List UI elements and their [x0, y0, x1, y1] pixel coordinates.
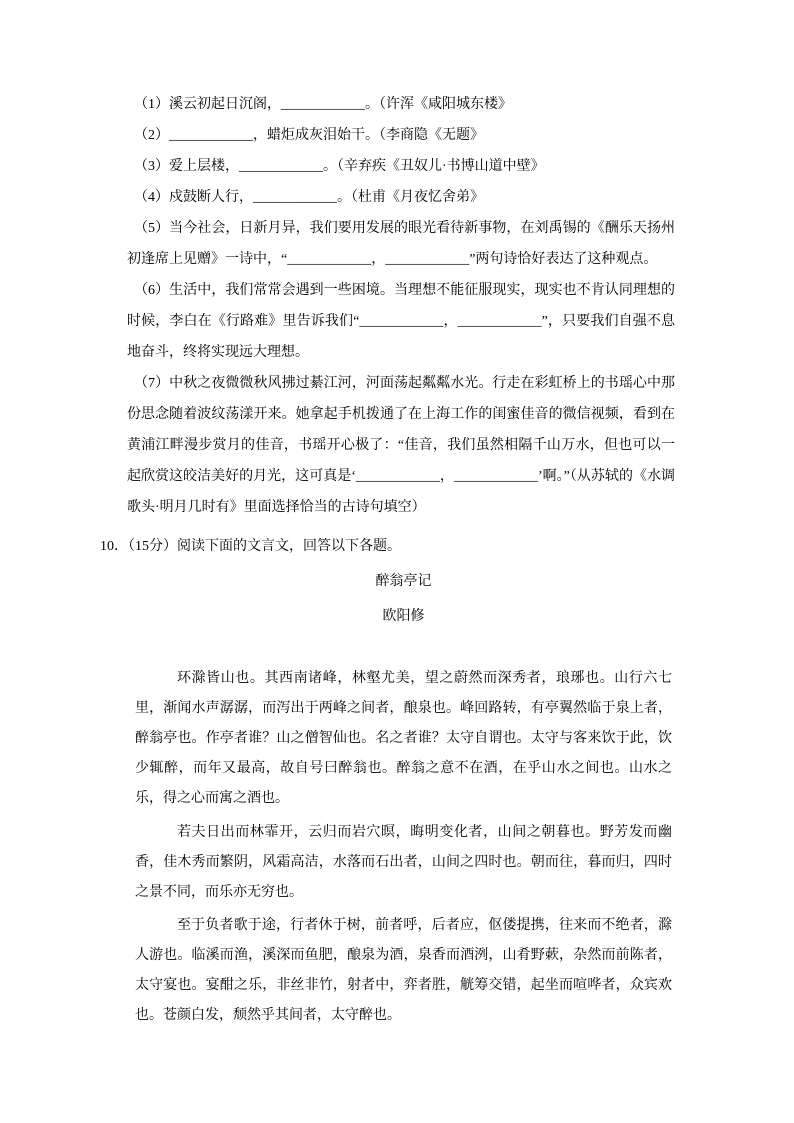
- fill-in-item-1: （1）溪云初起日沉阁，____________。（许浑《咸阳城东楼》: [134, 97, 512, 112]
- passage-title-block: [135, 567, 672, 632]
- classical-passage: [135, 664, 672, 1031]
- passage-paragraph-3: 至于负者歌于途，行者休于树，前者呼，后者应，伛偻提携，往来而不绝者，滁人游也。临溪而渔，溪深而鱼肥，酿泉为酒，泉香而酒洌，山肴野蔌，杂然而前陈者，太守宴也。宴酣之乐，非丝非竹，射者中，弈者胜，觥筹交错，起坐而喧哗者，众宾欢也。苍颜白发，颓然乎其间者，太守醉也。: [135, 918, 672, 1023]
- passage-author: 欧阳修: [382, 609, 425, 624]
- fill-in-questions-section: [127, 89, 675, 523]
- fill-in-item-5: （5）当今社会，日新月异，我们要用发展的眼光看待新事物，在刘禹锡的《酬乐天扬州初逢席上见赠》一诗中，“____________，____________”两句诗恰好表达了这种观点。: [127, 221, 675, 267]
- fill-in-item-4: （4）戍鼓断人行，____________。（杜甫《月夜忆舍弟》: [134, 190, 484, 205]
- passage-paragraph-1: 环滁皆山也。其西南诸峰，林壑尤美，望之蔚然而深秀者，琅琊也。山行六七里，渐闻水声潺潺，而泻出于两峰之间者，酿泉也。峰回路转，有亭翼然临于泉上者，醉翁亭也。作亭者谁？山之僧智仙也。名之者谁？太守自谓也。太守与客来饮于此，饮少辄醉，而年又最高，故自号曰醉翁也。醉翁之意不在酒，在乎山水之间也。山水之乐，得之心而寓之酒也。: [135, 671, 672, 806]
- passage-title: 醉翁亭记: [375, 574, 432, 589]
- fill-in-item-2: （2）____________，蜡炬成灰泪始干。（李商隐《无题》: [134, 128, 484, 143]
- question-10-header: 10．（15分）阅读下面的文言文，回答以下各题。: [100, 539, 401, 554]
- fill-in-item-3: （3）爱上层楼，____________。（辛弃疾《丑奴儿·书博山道中壁》: [134, 159, 545, 174]
- passage-paragraph-2: 若夫日出而林霏开，云归而岩穴暝，晦明变化者，山间之朝暮也。野芳发而幽香，佳木秀而繁阴，风霜高洁，水落而石出者，山间之四时也。朝而往，暮而归，四时之景不同，而乐亦无穷也。: [135, 825, 672, 900]
- fill-in-item-6: （6）生活中，我们常常会遇到一些困境。当理想不能征服现实，现实也不肯认同理想的时候，李白在《行路难》里告诉我们“____________，____________”，只要我们自强不息地奋斗，终将实现远大理想。: [127, 283, 675, 360]
- fill-in-item-7: （7）中秋之夜微微秋风拂过綦江河，河面荡起粼粼水光。行走在彩虹桥上的书瑶心中那份思念随着波纹荡漾开来。她拿起手机拨通了在上海工作的闺蜜佳音的微信视频，看到在黄浦江畔漫步赏月的佳音，书瑶开心极了：“佳音，我们虽然相隔千山万水，但也可以一起欣赏这皎洁美好的月光，这可真是‘____________，____________’啊。”（从苏轼的《水调歌头·明月几时有》里面选择恰当的古诗句填空）: [127, 376, 675, 515]
